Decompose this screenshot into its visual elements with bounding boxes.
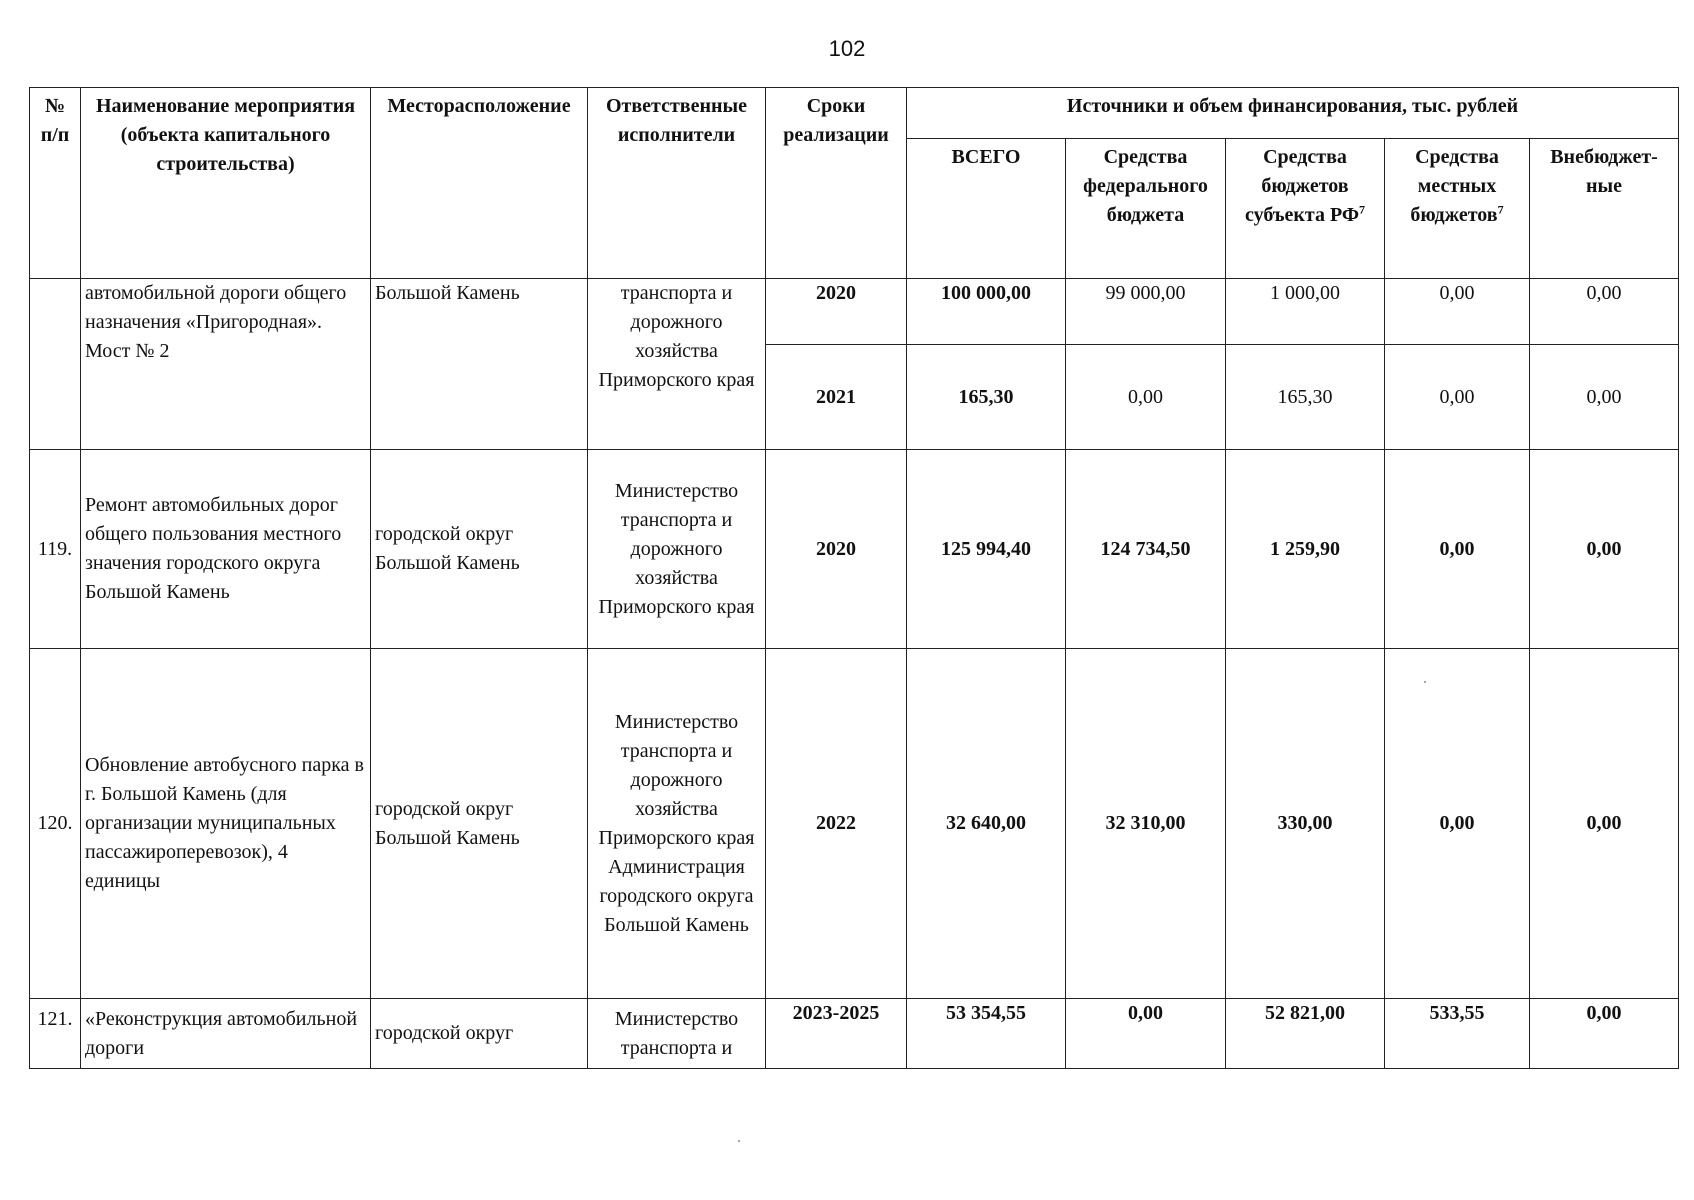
row-responsible: Министерство транспорта и дорожного хозяйства Приморского края [588,450,766,649]
row-num: 121. [30,999,81,1069]
page-number: 102 [828,36,866,61]
row-name: Обновление автобусного парка в г. Большой Камень (для организации муниципальных пассажироперевозок), 4 единицы [81,649,371,999]
header-num: № п/п [30,88,81,279]
row-federal: 99 000,00 [1066,279,1226,345]
row-federal: 0,00 [1066,345,1226,450]
table-row [30,999,1679,1069]
row-subject: 1 259,90 [1226,450,1385,649]
table-row [30,279,1679,345]
row-extra: 0,00 [1530,450,1679,649]
row-local: 0,00 [1385,345,1530,450]
row-federal: 0,00 [1066,999,1226,1069]
row-local: 0,00 [1385,279,1530,345]
header-location: Месторасположение [371,88,588,279]
header-responsible: Ответственные исполнители [588,88,766,279]
header-name: Наименование мероприятия (объекта капитального строительства) [81,88,371,279]
row-name: «Реконструкция автомобильной дороги [81,999,371,1069]
row-total: 100 000,00 [907,279,1066,345]
financing-table [29,87,1679,1069]
scan-speck [738,1140,740,1142]
row-location: городской округ Большой Камень [371,450,588,649]
row-name: автомобильной дороги общего назначения «Пригородная». Мост № 2 [81,279,371,450]
row-period: 2021 [766,345,907,450]
row-extra: 0,00 [1530,999,1679,1069]
row-location: Большой Камень [371,279,588,450]
row-subject: 330,00 [1226,649,1385,999]
row-extra: 0,00 [1530,279,1679,345]
row-name: Ремонт автомобильных дорог общего пользования местного значения городского округа Большой Камень [81,450,371,649]
row-total: 53 354,55 [907,999,1066,1069]
row-responsible: Министерство транспорта и [588,999,766,1069]
row-subject: 52 821,00 [1226,999,1385,1069]
row-local: 0,00 [1385,450,1530,649]
row-subject: 165,30 [1226,345,1385,450]
footnote-mark: 7 [1497,202,1504,217]
row-period: 2020 [766,450,907,649]
row-responsible: транспорта и дорожного хозяйства Приморского края [588,279,766,450]
header-subject [1226,139,1385,279]
header-financing: Источники и объем финансирования, тыс. рублей [907,88,1679,139]
row-total: 32 640,00 [907,649,1066,999]
row-federal: 32 310,00 [1066,649,1226,999]
row-extra: 0,00 [1530,649,1679,999]
header-local-text: Средства местных бюджетов [1410,146,1499,226]
table-row [30,649,1679,999]
header-federal: Средства федерального бюджета [1066,139,1226,279]
row-period: 2020 [766,279,907,345]
row-subject: 1 000,00 [1226,279,1385,345]
header-total: ВСЕГО [907,139,1066,279]
header-subject-text: Средства бюджетов субъекта РФ [1244,146,1360,226]
row-period: 2023-2025 [766,999,907,1069]
header-period: Сроки реализации [766,88,907,279]
row-total: 165,30 [907,345,1066,450]
scan-speck [1424,681,1426,683]
row-total: 125 994,40 [907,450,1066,649]
row-responsible: Министерство транспорта и дорожного хозяйства Приморского края Администрация городского округа Большой Камень [588,649,766,999]
row-federal: 124 734,50 [1066,450,1226,649]
row-location: городской округ [371,999,588,1069]
header-local [1385,139,1530,279]
table-row [30,450,1679,649]
footnote-mark: 7 [1359,202,1366,217]
row-local: 533,55 [1385,999,1530,1069]
row-period: 2022 [766,649,907,999]
row-extra: 0,00 [1530,345,1679,450]
row-num: 119. [30,450,81,649]
row-num [30,279,81,450]
row-location: городской округ Большой Камень [371,649,588,999]
row-local: 0,00 [1385,649,1530,999]
header-extra: Внебюджет-ные [1530,139,1679,279]
row-num: 120. [30,649,81,999]
